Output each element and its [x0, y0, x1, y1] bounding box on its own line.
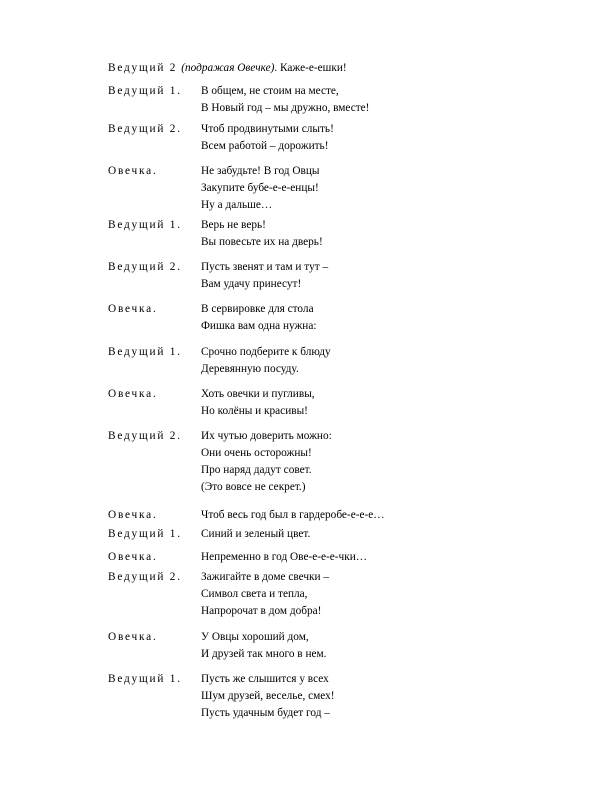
- speaker-label: Ведущий 2: [108, 62, 178, 74]
- dialogue-text: Фишка вам одна нужна:: [201, 320, 317, 332]
- dialogue-text: Деревянную посуду.: [201, 363, 299, 375]
- dialogue-text: Пусть звенят и там и тут –: [201, 261, 329, 273]
- dialogue-line: [108, 302, 158, 316]
- dialogue-text: У Овцы хороший дом,: [201, 631, 309, 643]
- dialogue-text: Про наряд дадут совет.: [201, 464, 312, 476]
- dialogue-text: Синий и зеленый цвет.: [201, 528, 311, 540]
- dialogue-text: Они очень осторожны!: [201, 447, 312, 459]
- dialogue-line: [108, 550, 158, 564]
- speaker-label: Ведущий 2.: [108, 261, 182, 273]
- dialogue-text: Пусть удачным будет год –: [201, 707, 330, 719]
- dialogue-text: Срочно подберите к блюду: [201, 346, 331, 358]
- dialogue-line: [108, 429, 182, 443]
- dialogue-text: Закупите бубе-е-е-енцы!: [201, 182, 319, 194]
- dialogue-text: (Это вовсе не секрет.): [201, 481, 306, 493]
- dialogue-text: Чтоб весь год был в гардеробе-е-е-е…: [201, 509, 385, 521]
- dialogue-text: Всем работой – дорожить!: [201, 140, 329, 152]
- speaker-label: Ведущий 2.: [108, 123, 182, 135]
- dialogue-line: [108, 387, 158, 401]
- dialogue-text: Напророчат в дом добра!: [201, 605, 322, 617]
- dialogue-line: [108, 527, 182, 541]
- dialogue-text: Но колёны и красивы!: [201, 405, 308, 417]
- speaker-label: Ведущий 1.: [108, 673, 182, 685]
- speaker-label: Ведущий 2.: [108, 571, 182, 583]
- dialogue-line: [108, 672, 182, 686]
- dialogue-text: В общем, не стоим на месте,: [201, 85, 339, 97]
- dialogue-text: Не забудьте! В год Овцы: [201, 165, 320, 177]
- speaker-label: Ведущий 1.: [108, 85, 182, 97]
- dialogue-line: [108, 630, 158, 644]
- dialogue-line: [108, 570, 182, 584]
- speaker-label: Овечка.: [108, 631, 158, 643]
- dialogue-text: Вы повесьте их на дверь!: [201, 236, 323, 248]
- dialogue-line: [108, 260, 182, 274]
- dialogue-text: Символ света и тепла,: [201, 588, 308, 600]
- dialogue-text: Зажигайте в доме свечки –: [201, 571, 330, 583]
- dialogue-line: [108, 164, 158, 178]
- dialogue-text: Пусть же слышится у всех: [201, 673, 329, 685]
- dialogue-text: Шум друзей, веселье, смех!: [201, 690, 335, 702]
- dialogue-text: И друзей так много в нем.: [201, 648, 327, 660]
- dialogue-text: Вам удачу принесут!: [201, 278, 302, 290]
- speaker-label: Овечка.: [108, 509, 158, 521]
- stage-direction: (подражая Овечке): [181, 62, 275, 74]
- speaker-label: Овечка.: [108, 165, 158, 177]
- speaker-label: Овечка.: [108, 303, 158, 315]
- speaker-label: Ведущий 1.: [108, 346, 182, 358]
- speaker-label: Ведущий 1.: [108, 219, 182, 231]
- intro-line: [108, 61, 347, 75]
- dialogue-text: В Новый год – мы дружно, вместе!: [201, 102, 370, 114]
- dialogue-text: Их чутью доверить можно:: [201, 430, 332, 442]
- speaker-label: Овечка.: [108, 388, 158, 400]
- speaker-label: Овечка.: [108, 551, 158, 563]
- dialogue-line: [108, 345, 182, 359]
- dialogue-text: В сервировке для стола: [201, 303, 314, 315]
- dialogue-text: Непременно в год Ове-е-е-е-чки…: [201, 551, 368, 563]
- dialogue-line: [108, 122, 182, 136]
- dialogue-text: Ну а дальше…: [201, 199, 273, 211]
- dialogue-line: [108, 218, 182, 232]
- dialogue-text: Верь не верь!: [201, 219, 266, 231]
- dialogue-text: Чтоб продвинутыми слыть!: [201, 123, 334, 135]
- dialogue-text: Хоть овечки и пугливы,: [201, 388, 315, 400]
- dialogue-text: . Каже-е-ешки!: [274, 62, 347, 74]
- speaker-label: Ведущий 2.: [108, 430, 182, 442]
- dialogue-line: [108, 508, 158, 522]
- dialogue-line: [108, 84, 182, 98]
- speaker-label: Ведущий 1.: [108, 528, 182, 540]
